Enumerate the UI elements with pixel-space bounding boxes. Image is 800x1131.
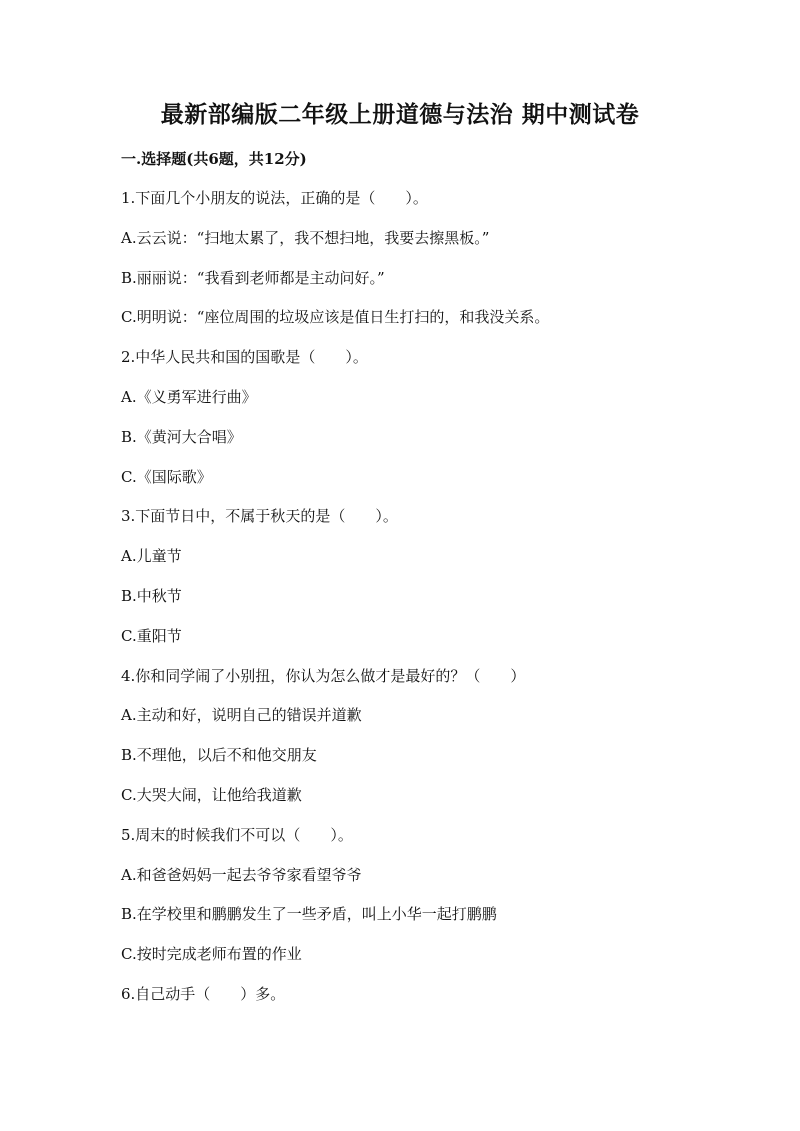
question-5-option-a: A.和爸爸妈妈一起去爷爷家看望爷爷	[121, 865, 362, 884]
question-4-option-c: C.大哭大闹，让他给我道歉	[121, 785, 302, 804]
question-6-stem: 6.自己动手（ ）多。	[121, 984, 286, 1003]
question-5-stem: 5.周末的时候我们不可以（ ）。	[121, 825, 353, 844]
question-2-option-a: A.《义勇军进行曲》	[121, 387, 257, 406]
question-4-option-a: A.主动和好，说明自己的错误并道歉	[121, 706, 362, 725]
question-3-stem: 3.下面节日中，不属于秋天的是（ ）。	[121, 507, 398, 526]
question-2-option-c: C.《国际歌》	[121, 467, 212, 486]
question-1-option-a: A.云云说：“扫地太累了，我不想扫地，我要去擦黑板。”	[121, 228, 490, 247]
question-4-option-b: B.不理他，以后不和他交朋友	[121, 746, 317, 765]
question-2-stem: 2.中华人民共和国的国歌是（ ）。	[121, 348, 368, 367]
question-2-option-b: B.《黄河大合唱》	[121, 427, 242, 446]
question-5-option-b: B.在学校里和鹏鹏发生了一些矛盾，叫上小华一起打鹏鹏	[121, 905, 497, 924]
question-5-option-c: C.按时完成老师布置的作业	[121, 945, 302, 964]
question-3-option-a: A.儿童节	[121, 547, 182, 566]
question-1-stem: 1.下面几个小朋友的说法，正确的是（ ）。	[121, 189, 428, 207]
section-heading: 一.选择题(共6题，共12分)	[121, 150, 307, 168]
question-list	[121, 187, 721, 1023]
question-1-option-b: B.丽丽说：“我看到老师都是主动问好。”	[121, 268, 385, 287]
page-title: 最新部编版二年级上册道德与法治 期中测试卷	[160, 101, 640, 128]
question-3-option-b: B.中秋节	[121, 586, 182, 605]
question-4-stem: 4.你和同学闹了小别扭，你认为怎么做才是最好的？（ ）	[121, 666, 526, 685]
question-1-option-c: C.明明说：“座位周围的垃圾应该是值日生打扫的，和我没关系。	[121, 308, 550, 327]
question-3-option-c: C.重阳节	[121, 626, 182, 645]
